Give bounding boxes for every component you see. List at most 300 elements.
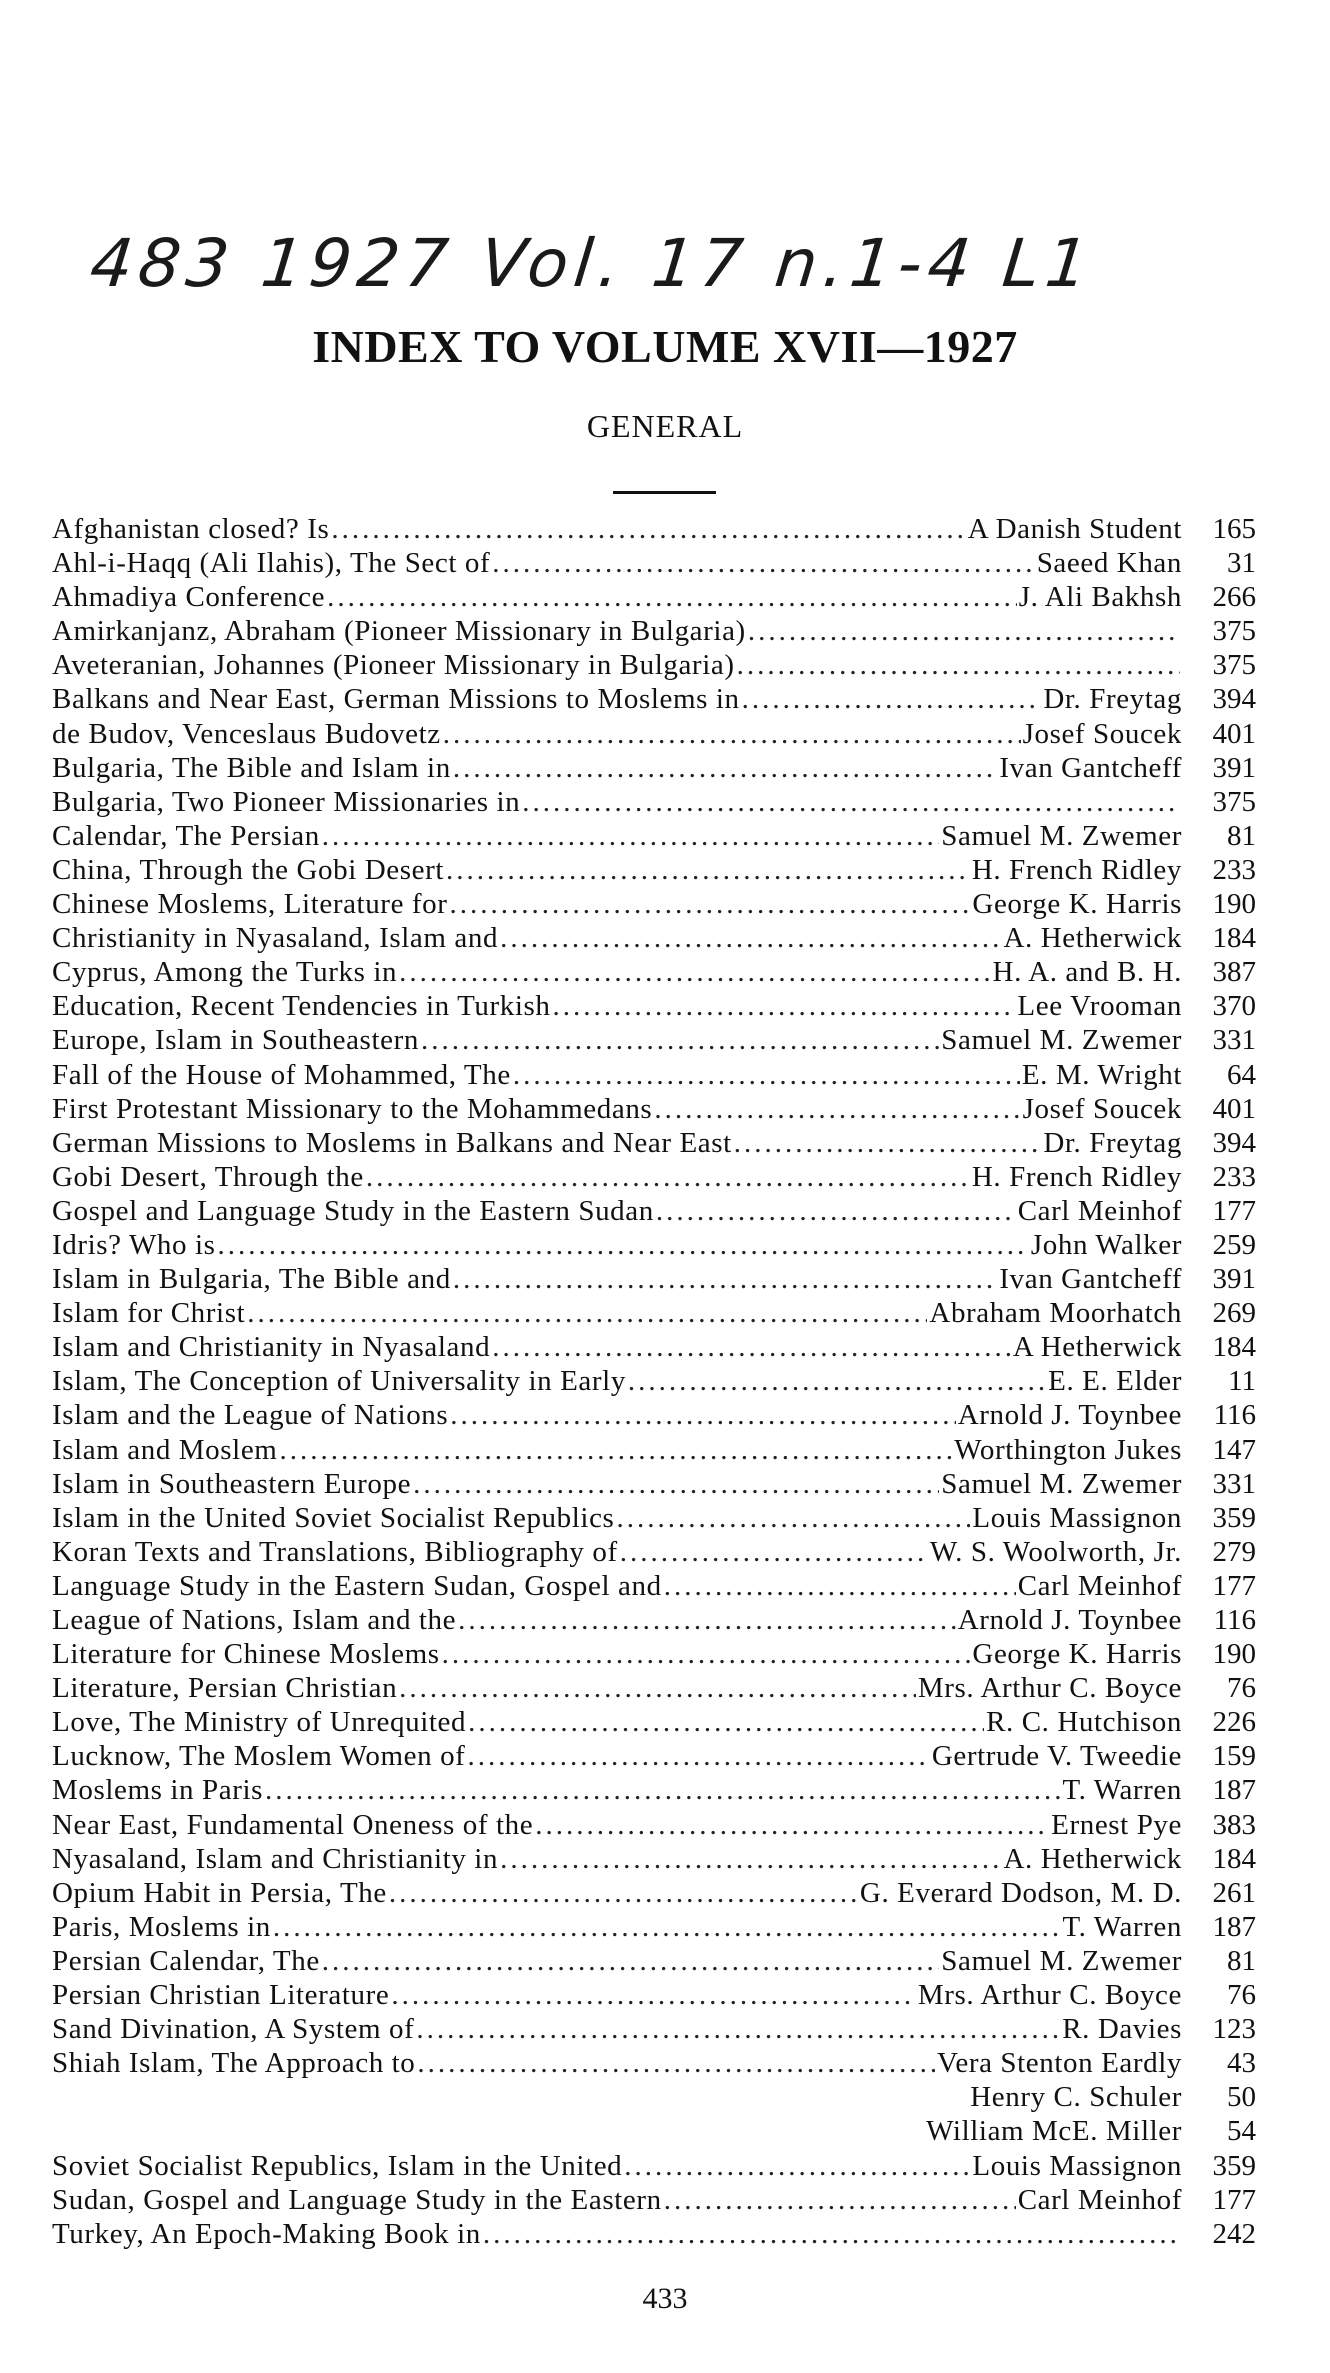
dot-leader xyxy=(468,1705,984,1739)
index-entry xyxy=(52,1808,1292,1842)
index-entry-subject: Aveteranian, Johannes (Pioneer Missionary in Bulgaria) xyxy=(52,649,735,682)
index-entry-page: 187 xyxy=(1212,1774,1256,1807)
index-entry-subject: Persian Calendar, The xyxy=(52,1944,320,1977)
index-entry xyxy=(52,512,1292,546)
index-entry-text xyxy=(52,1092,1182,1126)
dot-leader xyxy=(748,614,1180,648)
index-entry xyxy=(52,1876,1292,1910)
dot-leader xyxy=(399,1671,916,1705)
dot-leader xyxy=(492,546,1034,580)
dot-leader xyxy=(366,1160,970,1194)
index-entry-text xyxy=(52,1910,1182,1944)
index-entry-text xyxy=(52,546,1182,580)
index-entry-author: Samuel M. Zwemer xyxy=(941,1024,1182,1057)
index-entry-author: Abraham Moorhatch xyxy=(929,1297,1182,1330)
index-entry-text xyxy=(52,819,1182,853)
index-entry-text xyxy=(52,1671,1182,1705)
index-entry-subject: Chinese Moslems, Literature for xyxy=(52,888,448,921)
index-entry-subject: First Protestant Missionary to the Mohammedans xyxy=(52,1092,653,1125)
index-entry-page: 81 xyxy=(1227,819,1256,852)
index-entry-subject: Fall of the House of Mohammed, The xyxy=(52,1058,511,1091)
dot-leader xyxy=(500,921,1001,955)
index-entry xyxy=(52,614,1292,648)
index-entry-subject: Islam for Christ xyxy=(52,1297,246,1330)
index-entry-author: Carl Meinhof xyxy=(1017,2183,1182,2216)
dot-leader xyxy=(513,1058,1020,1092)
index-entry xyxy=(52,1501,1292,1535)
index-entry-subject: Islam in the United Soviet Socialist Republics xyxy=(52,1501,615,1534)
index-entry-text xyxy=(52,2149,1182,2183)
index-entry-page: 391 xyxy=(1212,1263,1256,1296)
index-entry-text xyxy=(52,1535,1182,1569)
index-entry xyxy=(52,955,1292,989)
index-entry-author: J. Ali Bakhsh xyxy=(1018,581,1182,614)
dot-leader xyxy=(483,2217,1180,2251)
index-entry xyxy=(52,921,1292,955)
index-entry-text xyxy=(52,1705,1182,1739)
index-entry-subject: League of Nations, Islam and the xyxy=(52,1604,457,1636)
index-entry-text xyxy=(52,1330,1182,1364)
index-entry-text xyxy=(52,1467,1182,1501)
index-entry-author: G. Everard Dodson, M. D. xyxy=(859,1876,1182,1909)
index-entry-author: T. Warren xyxy=(1062,1774,1182,1807)
index-entry-text xyxy=(52,1126,1182,1160)
index-entry xyxy=(52,1126,1292,1160)
index-entry xyxy=(52,989,1292,1023)
index-entry xyxy=(52,2046,1292,2080)
dot-leader xyxy=(446,853,970,887)
index-entry-text xyxy=(52,1842,1182,1876)
index-entry-subject: German Missions to Moslems in Balkans and Near East xyxy=(52,1126,732,1159)
index-entry-text xyxy=(52,2114,1182,2148)
dot-leader xyxy=(442,1637,971,1671)
index-entry xyxy=(52,853,1292,887)
dot-leader xyxy=(327,580,1017,614)
index-entry-page: 375 xyxy=(1212,649,1256,682)
index-entry-page: 190 xyxy=(1212,888,1256,921)
index-entry-text xyxy=(52,1637,1182,1671)
index-entry-page: 177 xyxy=(1212,2183,1256,2216)
index-entry-text xyxy=(52,955,1182,989)
index-entry-page: 159 xyxy=(1212,1740,1256,1773)
dot-leader xyxy=(492,1330,1011,1364)
index-entry-author: Saeed Khan xyxy=(1036,547,1182,580)
index-entry-page: 116 xyxy=(1213,1399,1256,1432)
index-entry-subject: Idris? Who is xyxy=(52,1228,216,1261)
index-entry-subject: Moslems in Paris xyxy=(52,1774,263,1807)
index-entry xyxy=(52,717,1292,751)
index-entry-page: 184 xyxy=(1212,1842,1256,1875)
index-entry-author: Henry C. Schuler xyxy=(970,2081,1182,2114)
dot-leader xyxy=(654,1092,1020,1126)
dot-leader xyxy=(322,1944,939,1978)
index-entry-page: 359 xyxy=(1212,1501,1256,1534)
handwritten-call-number: 483 1927 Vol. 17 n.1-4 L1 xyxy=(86,225,1098,302)
index-entry xyxy=(52,1058,1292,1092)
index-entry-text xyxy=(52,921,1182,955)
index-entry-text xyxy=(52,1023,1182,1057)
index-entry-page: 266 xyxy=(1212,581,1256,614)
dot-leader xyxy=(467,1739,929,1773)
index-entry-page: 387 xyxy=(1212,956,1256,989)
index-entry-subject: Gobi Desert, Through the xyxy=(52,1160,364,1193)
index-entry xyxy=(52,751,1292,785)
index-entry-page: 187 xyxy=(1212,1910,1256,1943)
index-entry-subject: Afghanistan closed? Is xyxy=(52,513,330,545)
dot-leader xyxy=(443,717,1021,751)
index-entry-page: 233 xyxy=(1212,853,1256,886)
index-entry xyxy=(52,1023,1292,1057)
index-entry xyxy=(52,785,1292,819)
index-entry-author: Ivan Gantcheff xyxy=(999,1263,1182,1296)
index-entry-subject: Islam in Southeastern Europe xyxy=(52,1467,412,1500)
index-entry-text xyxy=(52,1944,1182,1978)
index-entry-author: Ernest Pye xyxy=(1051,1808,1182,1841)
dot-leader xyxy=(522,785,1180,819)
dot-leader xyxy=(453,751,998,785)
index-entry-text xyxy=(52,1160,1182,1194)
dot-leader xyxy=(416,2012,1060,2046)
index-entry xyxy=(52,2217,1292,2251)
index-entry-text xyxy=(52,1773,1182,1807)
index-entry-text xyxy=(52,785,1182,819)
index-entry-subject: Turkey, An Epoch-Making Book in xyxy=(52,2217,481,2250)
index-entry-text xyxy=(52,1262,1182,1296)
index-entry-author: A. Hetherwick xyxy=(1003,922,1182,955)
index-entry-text xyxy=(52,1058,1182,1092)
dot-leader xyxy=(273,1910,1061,1944)
index-entry-page: 394 xyxy=(1212,683,1256,716)
index-entry-page: 331 xyxy=(1212,1467,1256,1500)
index-entry-author: Gertrude V. Tweedie xyxy=(931,1740,1182,1773)
index-entry-author: A Danish Student xyxy=(967,513,1182,545)
index-entry-author: H. French Ridley xyxy=(971,1160,1182,1193)
index-entry xyxy=(52,1160,1292,1194)
index-entry-subject: Gospel and Language Study in the Eastern Sudan xyxy=(52,1194,654,1227)
index-entry-subject: Christianity in Nyasaland, Islam and xyxy=(52,922,499,955)
index-entry-subject: Literature for Chinese Moslems xyxy=(52,1638,440,1671)
page-title-text: INDEX TO VOLUME XVII—1927 xyxy=(312,321,1018,372)
index-entry-text xyxy=(52,2080,1182,2114)
index-entry-author: Josef Soucek xyxy=(1022,1092,1182,1125)
index-entry-author: Dr. Freytag xyxy=(1043,683,1182,716)
index-entry-subject: Koran Texts and Translations, Bibliography of xyxy=(52,1535,618,1568)
index-entry xyxy=(52,1330,1292,1364)
index-entry-page: 184 xyxy=(1212,1331,1256,1364)
dot-leader xyxy=(458,1603,956,1637)
index-entry-author: Samuel M. Zwemer xyxy=(941,1944,1182,1977)
index-entry-text xyxy=(52,1296,1182,1330)
index-entry xyxy=(52,2149,1292,2183)
index-entry-author: Worthington Jukes xyxy=(954,1433,1182,1466)
index-entry xyxy=(52,1262,1292,1296)
index-entry-text xyxy=(52,1808,1182,1842)
dot-leader xyxy=(421,1023,939,1057)
index-entry xyxy=(52,1637,1292,1671)
index-entry xyxy=(52,1364,1292,1398)
index-entry xyxy=(52,1569,1292,1603)
index-entry xyxy=(52,1092,1292,1126)
index-entry-author: Mrs. Arthur C. Boyce xyxy=(917,1672,1182,1705)
dot-leader xyxy=(737,648,1180,682)
index-entry xyxy=(52,1194,1292,1228)
index-entry-page: 401 xyxy=(1212,1092,1256,1125)
index-entry-subject: Bulgaria, The Bible and Islam in xyxy=(52,751,451,784)
index-entry-text xyxy=(52,648,1182,682)
index-entry-author: R. C. Hutchison xyxy=(986,1706,1182,1739)
index-entry-subject: Islam in Bulgaria, The Bible and xyxy=(52,1263,451,1296)
index-entry-author: George K. Harris xyxy=(972,1638,1182,1671)
index-entry-subject: Sand Divination, A System of xyxy=(52,2013,415,2046)
index-entry-text xyxy=(52,2183,1182,2217)
index-entry-subject: Ahmadiya Conference xyxy=(52,581,326,614)
index-entry-text xyxy=(52,887,1182,921)
index-entry-subject: Amirkanjanz, Abraham (Pioneer Missionary in Bulgaria) xyxy=(52,615,746,648)
index-entry-page: 43 xyxy=(1227,2047,1256,2080)
index-entry xyxy=(52,546,1292,580)
index-entry-text xyxy=(52,682,1182,716)
index-entry-author: W. S. Woolworth, Jr. xyxy=(929,1535,1182,1568)
index-entry-subject: Ahl-i-Haqq (Ali Ilahis), The Sect of xyxy=(52,547,491,580)
index-entry xyxy=(52,1603,1292,1637)
dot-leader xyxy=(417,2046,935,2080)
index-entry-page: 259 xyxy=(1212,1228,1256,1261)
index-entry xyxy=(52,1398,1292,1432)
index-entry-text xyxy=(52,989,1182,1023)
dot-leader xyxy=(500,1842,1001,1876)
index-entry-page: 391 xyxy=(1212,751,1256,784)
page-title xyxy=(0,320,1330,373)
index-entry xyxy=(52,1535,1292,1569)
dot-leader xyxy=(616,1501,970,1535)
index-entry-page: 394 xyxy=(1212,1126,1256,1159)
dot-leader xyxy=(453,1262,998,1296)
index-entry xyxy=(52,2080,1292,2114)
dot-leader xyxy=(265,1773,1060,1807)
dot-leader xyxy=(391,1978,916,2012)
dot-leader xyxy=(628,1364,1046,1398)
index-entry-author: Carl Meinhof xyxy=(1017,1194,1182,1227)
index-entry-author: T. Warren xyxy=(1062,1910,1182,1943)
index-entry-page: 226 xyxy=(1212,1706,1256,1739)
index-entry-text xyxy=(52,1739,1182,1773)
index-entry-author: A Hetherwick xyxy=(1012,1331,1182,1364)
index-entry-author: Carl Meinhof xyxy=(1017,1569,1182,1602)
index-entry-author: Vera Stenton Eardly xyxy=(937,2047,1182,2080)
index-entry-page: 375 xyxy=(1212,615,1256,648)
index-entry-author: H. A. and B. H. xyxy=(992,956,1182,989)
index-entry-page: 123 xyxy=(1212,2013,1256,2046)
index-entry-page: 31 xyxy=(1227,547,1256,580)
index-entry-subject: Persian Christian Literature xyxy=(52,1979,390,2012)
index-entry-page: 242 xyxy=(1212,2217,1256,2250)
index-entry-subject: Islam, The Conception of Universality in Early xyxy=(52,1365,626,1398)
dot-leader xyxy=(247,1296,927,1330)
index-entry-author: Mrs. Arthur C. Boyce xyxy=(917,1979,1182,2012)
index-entry-text xyxy=(52,853,1182,887)
page-number: 433 xyxy=(642,2282,688,2315)
dot-leader xyxy=(413,1467,939,1501)
index-entry xyxy=(52,1705,1292,1739)
dot-leader xyxy=(322,819,939,853)
index-entry-author: H. French Ridley xyxy=(971,853,1182,886)
index-entry-text xyxy=(52,1398,1182,1432)
section-heading: GENERAL xyxy=(586,408,744,444)
index-entry-subject: de Budov, Venceslaus Budovetz xyxy=(52,717,441,750)
index-entry-page: 177 xyxy=(1212,1194,1256,1227)
index-entry xyxy=(52,1944,1292,1978)
index-list xyxy=(52,512,1292,2251)
index-entry xyxy=(52,1978,1292,2012)
index-entry-subject: Paris, Moslems in xyxy=(52,1910,271,1943)
index-entry-page: 76 xyxy=(1227,1979,1256,2012)
index-entry-subject: Sudan, Gospel and Language Study in the Eastern xyxy=(52,2183,662,2216)
index-entry-subject: Education, Recent Tendencies in Turkish xyxy=(52,990,551,1023)
index-entry-author: George K. Harris xyxy=(972,888,1182,921)
index-entry-text xyxy=(52,614,1182,648)
index-entry xyxy=(52,648,1292,682)
index-entry-author: Arnold J. Toynbee xyxy=(957,1399,1182,1432)
index-entry-subject: Europe, Islam in Southeastern xyxy=(52,1024,419,1057)
dot-leader xyxy=(734,1126,1042,1160)
index-entry-subject: Calendar, The Persian xyxy=(52,819,320,852)
index-entry-text xyxy=(52,751,1182,785)
index-entry-page: 116 xyxy=(1213,1604,1256,1636)
index-entry-subject: Soviet Socialist Republics, Islam in the United xyxy=(52,2149,623,2182)
index-entry-text xyxy=(52,2046,1182,2080)
index-entry-author: A. Hetherwick xyxy=(1003,1842,1182,1875)
index-entry-text xyxy=(52,580,1182,614)
index-entry-author: Samuel M. Zwemer xyxy=(941,1467,1182,1500)
index-entry-text xyxy=(52,512,1182,546)
index-entry-page: 184 xyxy=(1212,922,1256,955)
index-entry-text xyxy=(52,1433,1182,1467)
index-entry xyxy=(52,1739,1292,1773)
index-entry-page: 50 xyxy=(1227,2081,1256,2114)
index-entry-subject: Islam and the League of Nations xyxy=(52,1399,449,1432)
index-entry xyxy=(52,580,1292,614)
index-entry-subject: Opium Habit in Persia, The xyxy=(52,1876,387,1909)
index-entry-page: 147 xyxy=(1212,1433,1256,1466)
index-entry xyxy=(52,1433,1292,1467)
index-entry-subject: Islam and Moslem xyxy=(52,1433,278,1466)
index-entry-author: Josef Soucek xyxy=(1022,717,1182,750)
index-entry xyxy=(52,1467,1292,1501)
dot-leader xyxy=(552,989,1015,1023)
index-entry xyxy=(52,2012,1292,2046)
index-entry-subject: Islam and Christianity in Nyasaland xyxy=(52,1331,491,1364)
index-entry-page: 269 xyxy=(1212,1297,1256,1330)
index-entry-page: 190 xyxy=(1212,1638,1256,1671)
index-entry-subject: Balkans and Near East, German Missions to Moslems in xyxy=(52,683,740,716)
index-entry xyxy=(52,2114,1292,2148)
index-entry-author: E. M. Wright xyxy=(1021,1058,1182,1091)
index-entry-subject: Nyasaland, Islam and Christianity in xyxy=(52,1842,499,1875)
index-entry-subject: China, Through the Gobi Desert xyxy=(52,853,444,886)
dot-leader xyxy=(279,1433,952,1467)
index-entry-page: 76 xyxy=(1227,1672,1256,1705)
index-entry-subject: Near East, Fundamental Oneness of the xyxy=(52,1808,534,1841)
dot-leader xyxy=(664,2183,1016,2217)
index-entry-author: Lee Vrooman xyxy=(1017,990,1182,1023)
dot-leader xyxy=(620,1535,928,1569)
index-entry-page: 383 xyxy=(1212,1808,1256,1841)
index-entry-author: Samuel M. Zwemer xyxy=(941,819,1182,852)
index-entry-page: 401 xyxy=(1212,717,1256,750)
index-entry-page: 165 xyxy=(1212,513,1256,545)
index-entry-author: Dr. Freytag xyxy=(1043,1126,1182,1159)
dot-leader xyxy=(218,1228,1029,1262)
index-entry-subject: Language Study in the Eastern Sudan, Gospel and xyxy=(52,1569,662,1602)
index-entry xyxy=(52,1228,1292,1262)
index-entry-text xyxy=(52,2012,1182,2046)
heading-rule xyxy=(613,491,716,494)
index-entry-author: William McE. Miller xyxy=(926,2115,1182,2148)
index-entry xyxy=(52,1773,1292,1807)
index-entry xyxy=(52,1296,1292,1330)
index-entry-page: 177 xyxy=(1212,1569,1256,1602)
index-entry xyxy=(52,1842,1292,1876)
index-entry-subject: Bulgaria, Two Pioneer Missionaries in xyxy=(52,785,521,818)
index-entry-text xyxy=(52,1194,1182,1228)
dot-leader xyxy=(742,682,1042,716)
index-entry-subject: Shiah Islam, The Approach to xyxy=(52,2047,416,2080)
dot-leader xyxy=(535,1808,1049,1842)
index-entry-author: Ivan Gantcheff xyxy=(999,751,1182,784)
dot-leader xyxy=(450,887,971,921)
index-entry xyxy=(52,1671,1292,1705)
index-entry-page: 261 xyxy=(1212,1876,1256,1909)
index-entry-page: 233 xyxy=(1212,1160,1256,1193)
dot-leader xyxy=(450,1398,955,1432)
index-entry-page: 370 xyxy=(1212,990,1256,1023)
index-entry xyxy=(52,2183,1292,2217)
index-entry-page: 54 xyxy=(1227,2115,1256,2148)
index-entry-subject: Literature, Persian Christian xyxy=(52,1672,398,1705)
dot-leader xyxy=(389,1876,858,1910)
dot-leader xyxy=(399,955,990,989)
index-entry-author: John Walker xyxy=(1030,1228,1182,1261)
index-entry-subject: Cyprus, Among the Turks in xyxy=(52,956,398,989)
index-entry-text xyxy=(52,1978,1182,2012)
index-entry xyxy=(52,1910,1292,1944)
index-entry-page: 359 xyxy=(1212,2149,1256,2182)
index-entry-author: Louis Massignon xyxy=(972,1501,1182,1534)
index-entry xyxy=(52,887,1292,921)
index-entry-text xyxy=(52,717,1182,751)
index-entry-subject: Lucknow, The Moslem Women of xyxy=(52,1740,466,1773)
dot-leader xyxy=(624,2149,970,2183)
dot-leader xyxy=(331,512,965,546)
index-entry-author: Arnold J. Toynbee xyxy=(957,1604,1182,1636)
index-entry xyxy=(52,819,1292,853)
index-entry xyxy=(52,682,1292,716)
index-entry-page: 11 xyxy=(1228,1365,1256,1398)
index-entry-subject: Love, The Ministry of Unrequited xyxy=(52,1706,467,1739)
dot-leader xyxy=(656,1194,1016,1228)
index-entry-text xyxy=(52,1501,1182,1535)
index-entry-author: E. E. Elder xyxy=(1048,1365,1182,1398)
index-entry-text xyxy=(52,1603,1182,1637)
index-entry-text xyxy=(52,1876,1182,1910)
index-entry-author: Louis Massignon xyxy=(972,2149,1182,2182)
index-entry-author: R. Davies xyxy=(1062,2013,1182,2046)
index-entry-text xyxy=(52,1569,1182,1603)
index-entry-text xyxy=(52,1228,1182,1262)
index-entry-page: 64 xyxy=(1227,1058,1256,1091)
index-entry-page: 331 xyxy=(1212,1024,1256,1057)
index-entry-page: 279 xyxy=(1212,1535,1256,1568)
